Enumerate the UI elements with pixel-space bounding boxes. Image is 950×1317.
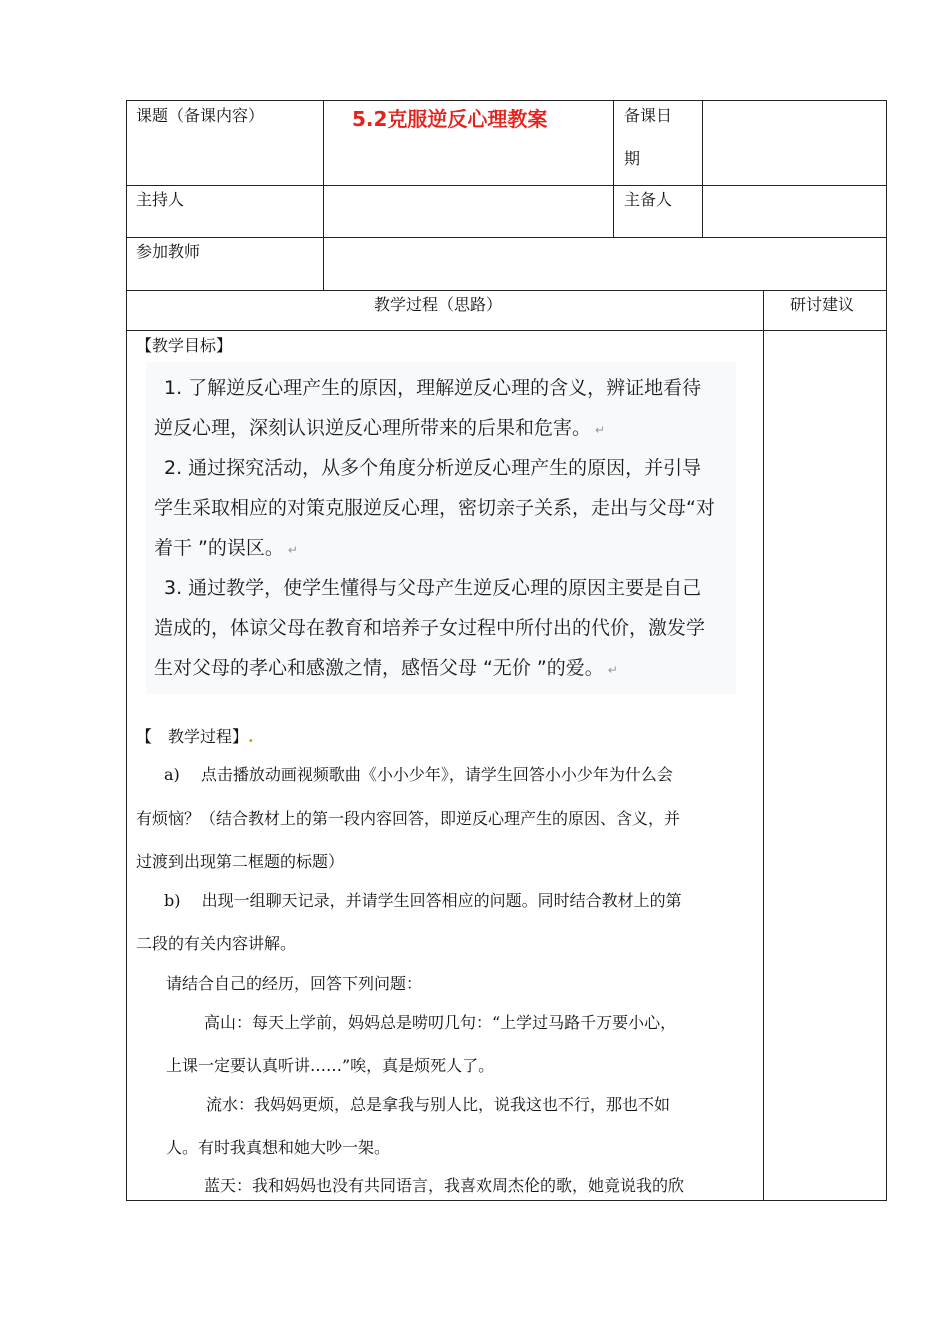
process-line: 有烦恼？（结合教材上的第一段内容回答，即逆反心理产生的原因、含义，并 bbox=[136, 809, 681, 828]
objective-line: 逆反心理，深刻认识逆反心理所带来的后果和危害。 ↵ bbox=[154, 417, 606, 439]
table-rule bbox=[323, 100, 324, 290]
objective-line: 2. 通过探究活动，从多个角度分析逆反心理产生的原因，并引导 bbox=[164, 457, 702, 479]
objective-line: 生对父母的孝心和感激之情，感悟父母 “无价 ”的爱。 ↵ bbox=[154, 657, 618, 679]
table-rule bbox=[126, 237, 887, 238]
process-header: 教学过程（思路） bbox=[374, 295, 503, 314]
table-rule bbox=[126, 185, 887, 186]
table-rule bbox=[763, 290, 764, 1201]
process-line: 流水：我妈妈更烦，总是拿我与别人比，说我这也不行，那也不如 bbox=[206, 1095, 671, 1114]
teachers-label: 参加教师 bbox=[136, 242, 201, 261]
objectives-heading: 【教学目标】 bbox=[136, 336, 233, 355]
return-mark-icon: ↵ bbox=[595, 423, 606, 437]
lead-prep-label: 主备人 bbox=[624, 190, 673, 209]
process-line: a) 点击播放动画视频歌曲《小小少年》，请学生回答小小少年为什么会 bbox=[164, 765, 673, 784]
process-line: 人。有时我真想和她大吵一架。 bbox=[166, 1138, 391, 1157]
objective-line: 1. 了解逆反心理产生的原因，理解逆反心理的含义，辨证地看待 bbox=[164, 377, 702, 399]
prep-date-label: 备课日 bbox=[624, 106, 673, 125]
return-mark-icon: ↵ bbox=[287, 543, 298, 557]
process-line: 蓝天：我和妈妈也没有共同语言，我喜欢周杰伦的歌，她竟说我的欣 bbox=[204, 1176, 685, 1195]
host-label: 主持人 bbox=[136, 190, 185, 209]
return-mark-icon: ↵ bbox=[607, 663, 618, 677]
process-line: 请结合自己的经历，回答下列问题： bbox=[166, 974, 423, 993]
topic-label: 课题（备课内容） bbox=[136, 106, 265, 125]
process-line: b) 出现一组聊天记录，并请学生回答相应的问题。同时结合教材上的第 bbox=[164, 891, 682, 910]
process-heading: 【 教学过程】. bbox=[136, 727, 254, 746]
process-line: 过渡到出现第二框题的标题） bbox=[136, 852, 345, 871]
process-line: 高山：每天上学前，妈妈总是唠叨几句：“上学过马路千万要小心， bbox=[204, 1013, 677, 1032]
table-rule bbox=[613, 100, 614, 237]
table-rule bbox=[702, 100, 703, 237]
objective-line: 3. 通过教学，使学生懂得与父母产生逆反心理的原因主要是自己 bbox=[164, 577, 702, 599]
objective-line: 着干 ”的误区。 ↵ bbox=[154, 537, 298, 559]
page-title: 5.2克服逆反心理教案 bbox=[352, 107, 548, 131]
process-line: 上课一定要认真听讲……”唉，真是烦死人了。 bbox=[166, 1056, 495, 1075]
objective-line: 学生采取相应的对策克服逆反心理，密切亲子关系，走出与父母“对 bbox=[154, 497, 715, 519]
process-line: 二段的有关内容讲解。 bbox=[136, 934, 297, 953]
prep-date-label-cont: 期 bbox=[624, 149, 641, 168]
objectives-image-block bbox=[146, 362, 736, 694]
table-rule bbox=[126, 330, 887, 331]
suggestion-header: 研讨建议 bbox=[790, 295, 855, 314]
table-rule bbox=[126, 290, 887, 291]
objective-line: 造成的，体谅父母在教育和培养子女过程中所付出的代价，激发学 bbox=[154, 617, 706, 639]
